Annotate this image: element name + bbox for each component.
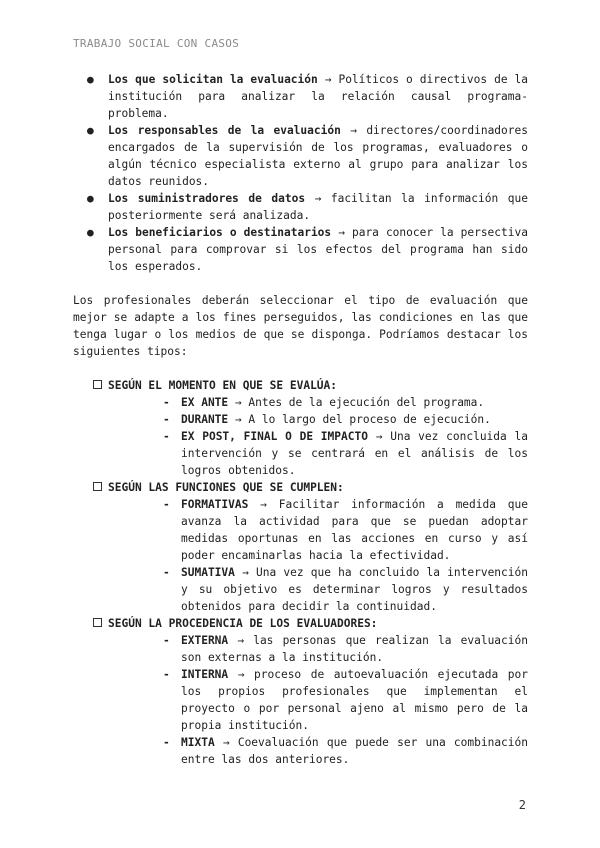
type-heading-text: SEGÚN LAS FUNCIONES QUE SE CUMPLEN: [108,481,344,494]
item-term: EX POST, FINAL O DE IMPACTO [181,430,368,443]
bullet-icon: ● [87,73,94,86]
bullet-icon: ● [87,192,94,205]
document-body [73,71,528,768]
item-term: Los que solicitan la evaluación [108,73,318,86]
item-text: A lo largo del proceso de ejecución. [241,413,491,426]
item-term: SUMATIVA [181,566,235,579]
list-item [73,734,528,768]
item-term: EX ANTE [181,396,229,409]
item-text: Facilitar información a medida que avanza la actividad para que se puedan adoptar medidas oportunas en las acciones en curso y así poder encaminarlas hacia la efectividad. [181,498,528,562]
evaluation-types [73,377,528,768]
bullet-icon: ● [87,124,94,137]
list-item [73,666,528,734]
item-term: DURANTE [181,413,229,426]
item-text: para conocer la persectiva personal para comprovar si los efectos del programa han sido los esperados. [108,226,528,273]
checkbox-icon [93,482,102,491]
bullet-icon: ● [87,226,94,239]
list-item [73,411,528,428]
list-item [73,564,528,615]
type-heading [73,615,528,632]
type-heading [73,479,528,496]
arrow-icon: → [242,566,249,579]
dash-icon: - [163,413,170,426]
list-item [73,122,528,190]
dash-icon: - [163,736,170,749]
arrow-icon: → [237,634,245,647]
item-text: directores/coordinadores encargados de la supervisión de los programas, evaluadores o algún técnico especialista externo al grupo para analizar los datos reunidos. [108,124,528,188]
item-text: proceso de autoevaluación ejecutada por los propios profesionales que implementan el proyecto o por personal ajeno al mismo pero de la propia institución. [181,668,528,732]
item-term: Los suministradores de datos [108,192,306,205]
list-item [73,496,528,564]
dash-icon: - [163,498,170,511]
item-term: FORMATIVAS [181,498,249,511]
arrow-icon: → [234,413,242,426]
dash-icon: - [163,430,170,443]
arrow-icon: → [338,226,345,239]
item-term: EXTERNA [181,634,229,647]
item-term: Los beneficiarios o destinatarios [108,226,332,239]
item-term: MIXTA [181,736,215,749]
type-heading-text: SEGÚN EL MOMENTO EN QUE SE EVALÚA: [108,379,338,392]
item-text: Una vez concluida la intervención y se centrará en el análisis de los logros obtenidos. [181,430,528,477]
type-items [73,394,528,479]
page-header: TRABAJO SOCIAL CON CASOS [73,37,240,50]
arrow-icon: → [375,430,383,443]
list-item [73,428,528,479]
item-text: Una vez que ha concluido la intervención y su objetivo es determinar logros y resultados obtenidos para decidir la continuidad. [181,566,528,613]
arrow-icon: → [260,498,267,511]
list-item [73,71,528,122]
item-text: Coevaluación que puede ser una combinación entre las dos anteriores. [181,736,528,766]
item-term: INTERNA [181,668,229,681]
list-item [73,224,528,275]
list-item [73,394,528,411]
type-items [73,496,528,615]
item-text: facilitan la información que posteriormente será analizada. [108,192,528,222]
item-term: Los responsables de la evaluación [108,124,341,137]
evaluation-roles-list [73,71,528,275]
dash-icon: - [163,396,170,409]
type-items [73,632,528,768]
list-item [73,632,528,666]
checkbox-icon [93,380,102,389]
dash-icon: - [163,634,170,647]
intro-paragraph: Los profesionales deberán seleccionar el tipo de evaluación que mejor se adapte a los fines perseguidos, las condiciones en las que tenga lugar o los medios de que se disponga. Podríamos destacar los siguientes tipos: [73,294,528,358]
item-text: Políticos o directivos de la institución para analizar la relación causal programa-problema. [108,73,528,120]
arrow-icon: → [350,124,357,137]
type-heading [73,377,528,394]
page-number: 2 [518,798,526,812]
arrow-icon: → [234,396,242,409]
dash-icon: - [163,668,170,681]
checkbox-icon [93,618,102,627]
arrow-icon: → [237,668,245,681]
dash-icon: - [163,566,170,579]
item-text: las personas que realizan la evaluación son externas a la institución. [181,634,528,664]
arrow-icon: → [222,736,230,749]
list-item [73,190,528,224]
arrow-icon: → [314,192,322,205]
arrow-icon: → [324,73,332,86]
item-text: Antes de la ejecución del programa. [241,396,485,409]
type-heading-text: SEGÚN LA PROCEDENCIA DE LOS EVALUADORES: [108,617,378,630]
